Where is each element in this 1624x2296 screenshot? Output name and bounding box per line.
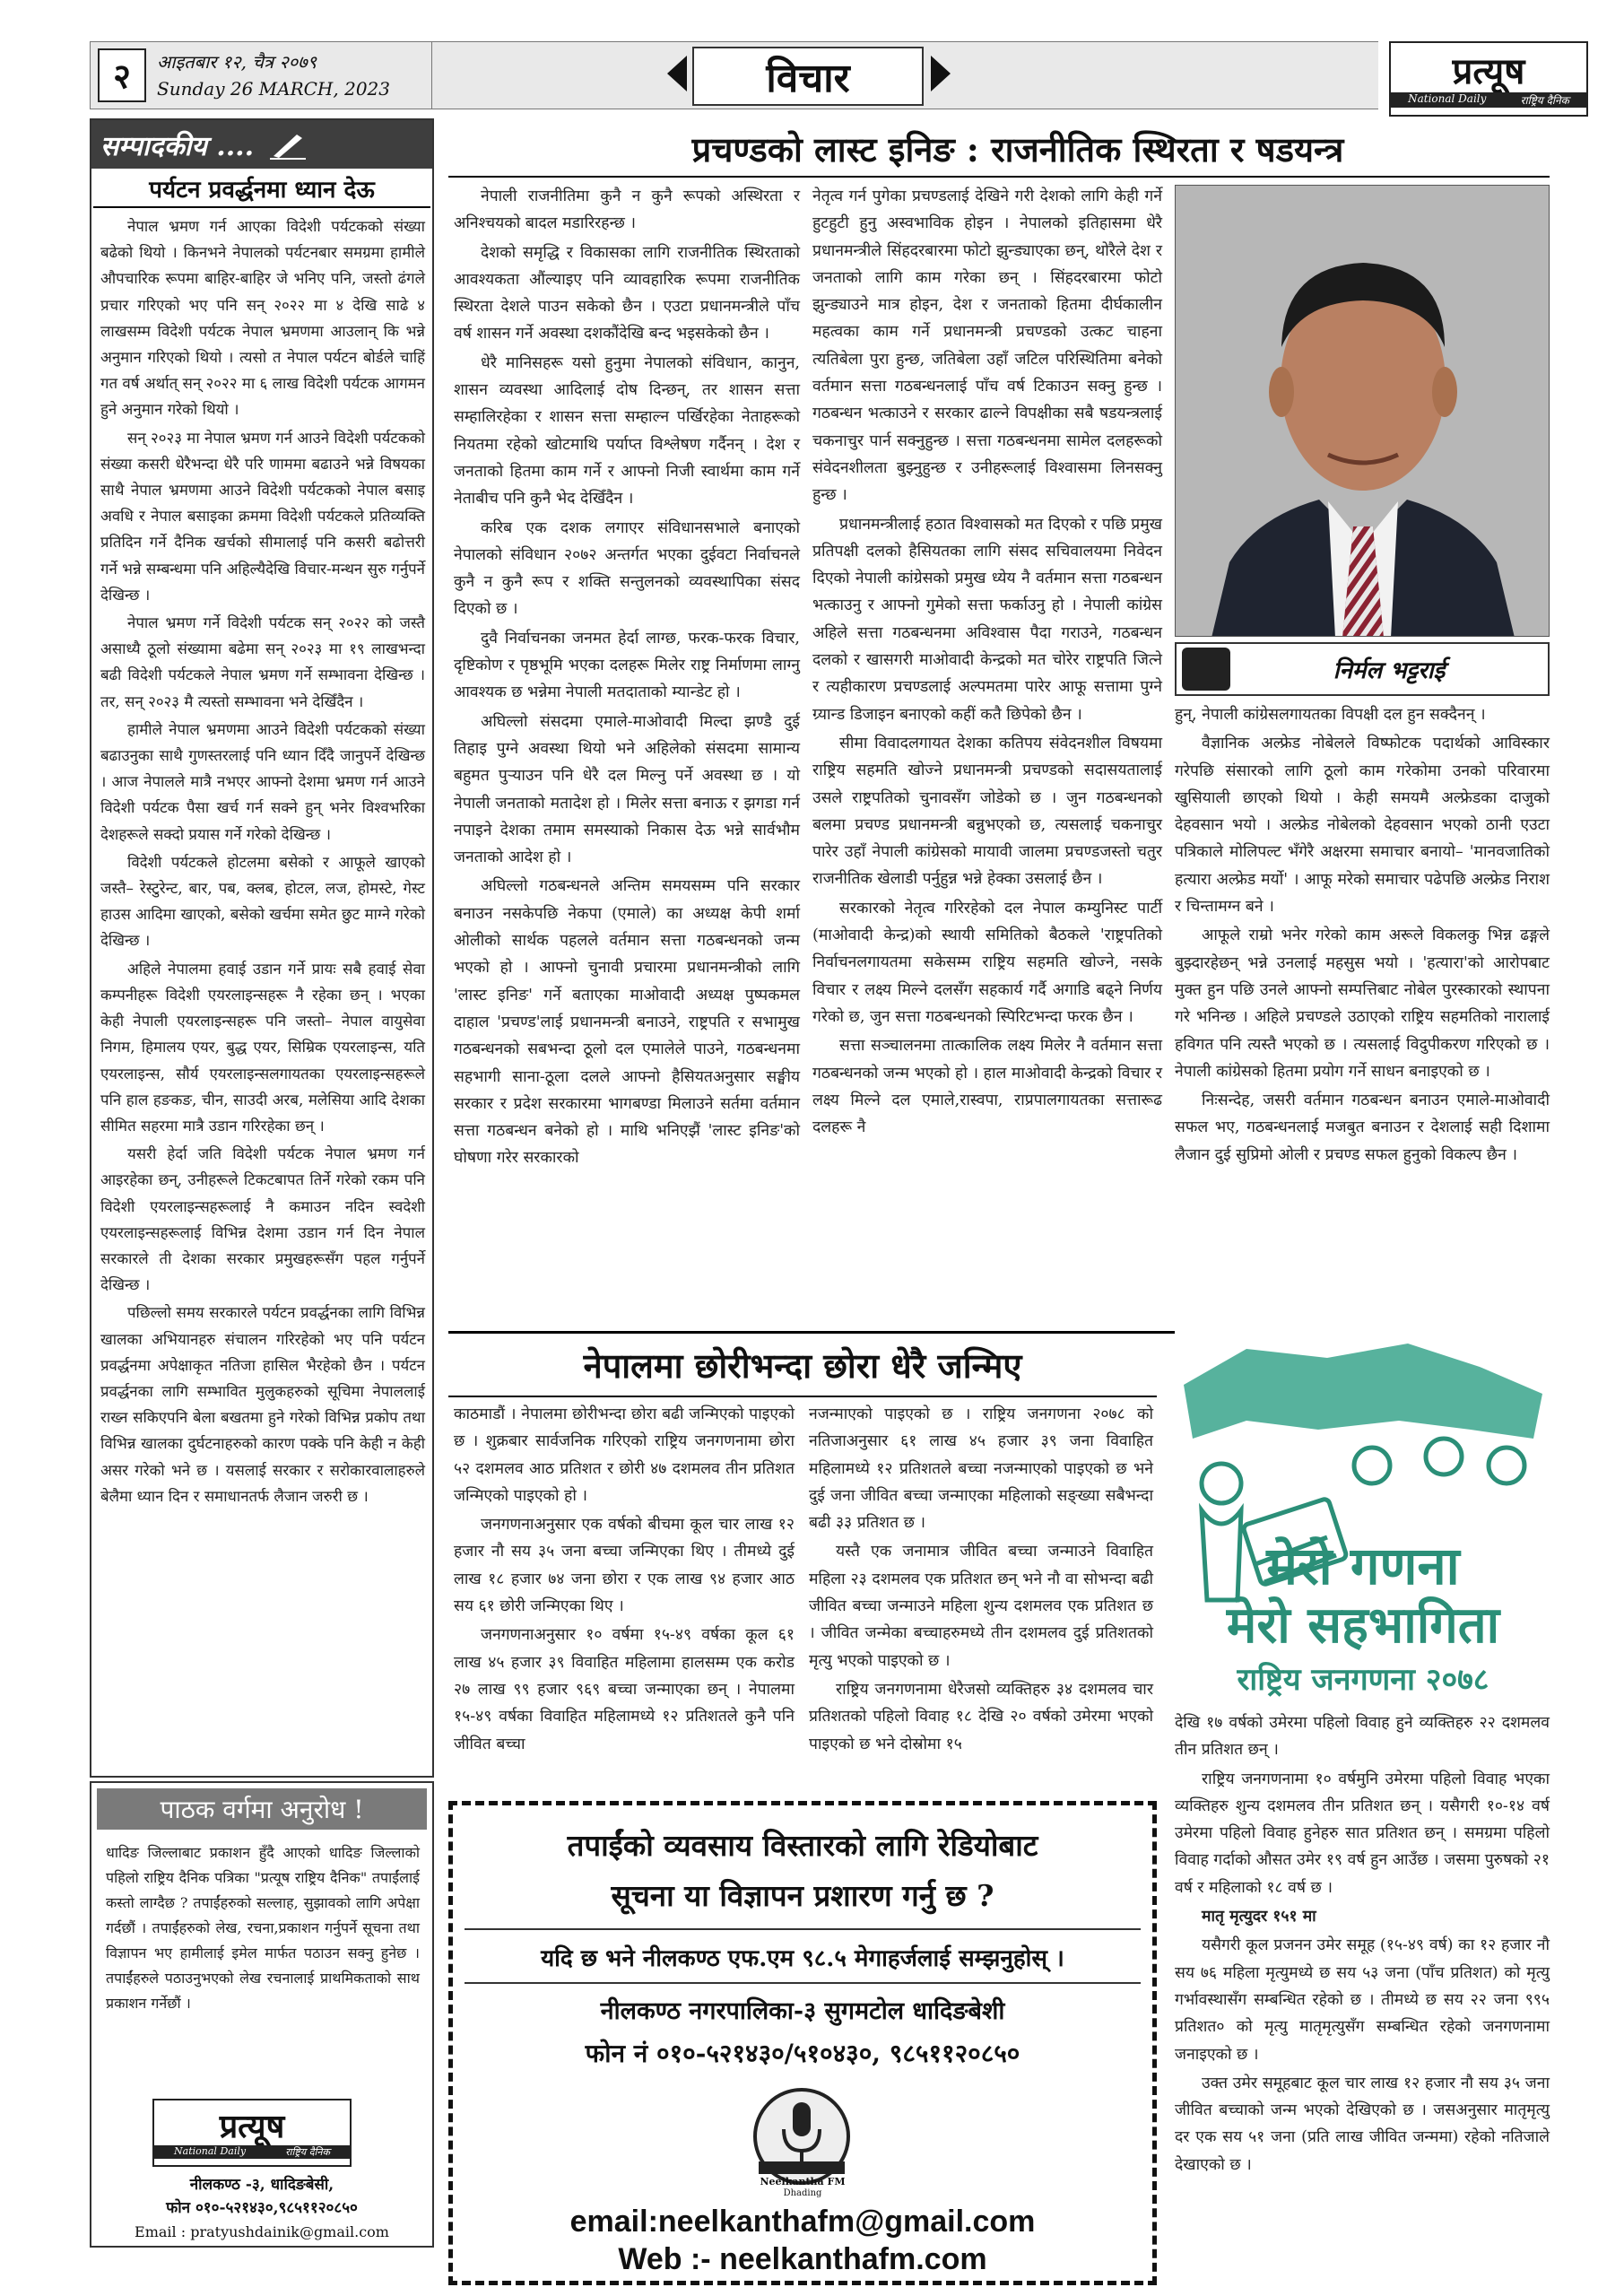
census-slogan-1: मेरो गणना: [1266, 1535, 1460, 1596]
article-paragraph: काठमाडौं । नेपालमा छोरीभन्दा छोरा बढी जन्मिएको पाइएको छ । शुक्रबार सार्वजनिक गरिएको राष्ट्रिय जनगणनामा छोरा ५२ दशमलव आठ प्रतिशत र छोरी ४७ दशमलव तीन प्रतिशत जन्मिएको पाइएको हो ।: [454, 1405, 795, 1505]
article-paragraph: नेतृत्व गर्न पुगेका प्रचण्डलाई देखिने गरी देशको लागि केही गर्ने हुटहुटी हुनु अस्वभाविक होइन । नेपालको इतिहासमा धेरै प्रधानमन्त्रीले सिंहदरबारमा फोटो झुन्ड्याएका छन्, थोरैले देश र जनताको लागि काम गरेका छन् । सिंहदरबारमा फोटो झुन्ड्याउने मात्र होइन, देश र जनताको हितमा दीर्घकालीन महत्वका काम गर्ने प्रधानमन्त्री प्रचण्डको उत्कट चाहना त्यतिबेला पुरा हुन्छ, जतिबेला उहाँ जटिल परिस्थितिमा बनेको वर्तमान सत्ता गठबन्धनलाई पाँच वर्ष टिकाउन सक्नु हुन्छ । गठबन्धन भत्काउने र सरकार ढाल्ने विपक्षीका सबै षडयन्त्रलाई चकनाचुर पार्न सक्नुहुन्छ । सत्ता गठबन्धनमा सामेल दलहरूको संवेदनशीलता बुझ्नुहुन्छ र उनीहरूलाई विश्वासमा लिनसक्नु हुन्छ ।: [812, 187, 1162, 505]
reader-email[interactable]: Email : pratyushdainik@gmail.com: [135, 2223, 389, 2240]
reader-address: नीलकण्ठ -३, धादिङबेसी,: [189, 2176, 334, 2194]
article-paragraph: अघिल्लो संसदमा एमाले-माओवादी मिल्दा झण्डै दुई तिहाइ पुग्ने अवस्था थियो भने अहिलेको संसदमा सामान्य बहुमत पुऱ्याउन पनि धेरै दल मिल्नु पर्ने अवस्था छ । यो नेपाली जनताको मतादेश हो । मिलेर सत्ता बनाऊ र झगडा गर्न नपाइने देशका तमाम समस्याको निकास देऊ भन्ने सार्वभौम जनताको आदेश हो ।: [454, 712, 800, 867]
fm-ad-line5: फोन नं ०१०-५२१४३०/५१०४३०, ९८५११२०८५०: [585, 2039, 1020, 2068]
section-title: विचार: [692, 47, 924, 106]
pen-icon: [270, 129, 306, 160]
editorial-paragraph: विदेशी पर्यटकले होटलमा बसेको र आफूले खाएको जस्तै– रेस्टुरेन्ट, बार, पब, क्लब, होटल, लज, होमस्टे, गेस्ट हाउस आदिमा खाएको, बसेको खर्चमा समेत छुट माग्ने गरेको देखिन्छ ।: [100, 852, 425, 950]
author-caption: [1175, 642, 1550, 696]
article-paragraph: सीमा विवादलगायत देशका कतिपय संवेदनशील विषयमा राष्ट्रिय सहमति खोज्ने प्रधानमन्त्री प्रचण्डको सदासयतालाई उसले राष्ट्रपतिको चुनावसँग जोडेको छ । जुन गठबन्धनको बलमा प्रचण्ड प्रधानमन्त्री बन्नुभएको छ, त्यसलाई चकनाचुर पारेर उहाँ नेपाली कांग्रेसको मायावी जालमा प्रचण्डजस्तो चतुर राजनीतिक खेलाडी पर्नुहुन्न भन्ने हेक्का उसलाई छैन ।: [812, 734, 1162, 889]
fm-logo-text: Neelkantha FM: [760, 2176, 846, 2187]
census-slogan-3: राष्ट्रिय जनगणना २०७८: [1237, 1662, 1489, 1698]
article-paragraph: करिब एक दशक लगाएर संविधानसभाले बनाएको नेपालको संविधान २०७२ अन्तर्गत भएका दुईवटा निर्वाचनले कुनै न कुनै रूप र शक्ति सन्तुलनको व्यवस्थापिका संसद दिएको छ ।: [454, 518, 800, 619]
editorial-paragraph: नेपाल भ्रमण गर्ने विदेशी पर्यटक सन् २०२२ को जस्तै असाध्यै ठूलो संख्यामा बढेमा सन् २०२३ मा १९ लाखभन्दा बढी विदेशी पर्यटकले नेपाल भ्रमण गर्ने सम्भावना देखिन्छ । तर, सन् २०२३ मै त्यस्तो सम्भावना भने देखिँदैन ।: [100, 613, 425, 710]
sub-article-col1: [454, 1401, 795, 1760]
date-nepali: आइतबार १२, चैत्र २०७९: [157, 51, 317, 73]
masthead-date-box: [90, 41, 432, 109]
logo-sub-np: राष्ट्रिय दैनिक: [1520, 93, 1569, 107]
reader-logo-text: प्रत्यूष: [219, 2107, 285, 2145]
fm-website[interactable]: Web :- neelkanthafm.com: [618, 2242, 987, 2276]
reader-logo-sub-np: राष्ट्रिय दैनिक: [285, 2145, 330, 2158]
fm-ad-line4: नीलकण्ठ नगरपालिका-३ सुगमटोल धादिङबेशी: [600, 1997, 1005, 2025]
reader-request-header: पाठक वर्गमा अनुरोध !: [97, 1788, 427, 1830]
editorial-paragraph: पछिल्लो समय सरकारले पर्यटन प्रवर्द्धनका लागि विभिन्न खालका अभियानहरु संचालन गरिरहेको भए पनि पर्यटन प्रवर्द्धनमा अपेक्षाकृत नतिजा हासिल भैरहेको छैन । पर्यटन प्रवर्द्धनका लागि सम्भावित मुलुकहरुको सूचिमा नेपाललाई राख्न सकिएपनि बेला बखतमा हुने गरेको विभिन्न प्रकोप तथा विभिन्न खालका दुर्घटनाहरुको कारण पक्के पनि केही न केही असर गरेको भने छ । यसलाई सरकार र सरोकारवालाहरुले बेलैमा ध्यान दिन र समाधानतर्फ लैजान जरुरी छ ।: [100, 1303, 425, 1505]
editorial-paragraph: हामीले नेपाल भ्रमणमा आउने विदेशी पर्यटकको संख्या बढाउनुका साथै गुणस्तरलाई पनि ध्यान दिँदै जानुपर्ने देखिन्छ । आज नेपालले मात्रै नभएर आफ्नो देशमा भ्रमण गर्न आउने विदेशी पर्यटक पैसा खर्च गर्न सक्ने हुन् भनेर विश्वभरिका देशहरूले सक्दो प्रयास गर्ने गरेको देखिन्छ ।: [100, 719, 425, 843]
microphone-icon: [751, 2086, 852, 2187]
author-thumb-icon: [1182, 648, 1230, 691]
article-paragraph: यस्तै एक जनामात्र जीवित बच्चा जन्माउने विवाहित महिला २३ दशमलव एक प्रतिशत छन् भने नौ वा सोभन्दा बढी जीवित बच्चा जन्माउने महिला शुन्य दशमलव एक प्रतिशत छ । जीवित जन्मेका बच्चाहरुमध्ये तीन दशमलव दुई प्रतिशतको मृत्यु भएको पाइएको छ ।: [809, 1543, 1153, 1670]
article-paragraph: देखि १७ वर्षको उमेरमा पहिलो विवाह हुने व्यक्तिहरु २२ दशमलव तीन प्रतिशत छन् ।: [1175, 1714, 1550, 1760]
article-paragraph: नजन्माएको पाइएको छ । राष्ट्रिय जनगणना २०७८ को नतिजाअनुसार ६१ लाख ४५ हजार ३९ जना विवाहित महिलामध्ये १२ प्रतिशतले बच्चा नजन्माएको पाइएको छ भने दुई जना जीवित बच्चा जन्माएका महिलाको सङ्ख्या सबैभन्दा बढी ३३ प्रतिशत छ ।: [809, 1405, 1153, 1533]
editorial-header-text: सम्पादकीय ....: [100, 130, 255, 162]
fm-email[interactable]: email:neelkanthafm@gmail.com: [569, 2205, 1036, 2239]
page-number: २: [98, 48, 146, 102]
author-photo: [1175, 185, 1550, 637]
article-paragraph: सरकारको नेतृत्व गरिरहेको दल नेपाल कम्युनिस्ट पार्टी (माओवादी केन्द्र)को स्थायी समितिको बैठकले 'राष्ट्रपतिको निर्वाचनलगायतमा सकेसम्म राष्ट्रिय सहमति खोज्ने, नसके विचार र लक्ष्य मिल्ने दलसँग सहकार्य गर्दै अगाडि बढ्ने निर्णय गरेको छ, जुन सत्ता गठबन्धनको स्पिरिटभन्दा फरक छैन ।: [812, 899, 1162, 1026]
article-paragraph: आफूले राम्रो भनेर गरेको काम अरूले विकलकु भिन्न ढङ्गले बुझ्दारहेछन् भन्ने उनलाई महसुस भयो । 'हत्यारा'को आरोपबाट मुक्त हुन पछि उनले आफ्नो सम्पत्तिबाट नोबेल पुरस्कारको स्थापना गरे भनिन्छ । अहिले प्रचण्डले उठाएको राष्ट्रिय सहमतिको नारालाई हविगत पनि त्यस्तै भएको छ । त्यसलाई विदुपीकरण गरिएको छ । नेपाली कांग्रेसको हितमा प्रयोग गर्ने साधन बनाइएको छ ।: [1175, 926, 1550, 1081]
reader-request-body: धादिङ जिल्लाबाट प्रकाशन हुँदै आएको धादिङ जिल्लाको पहिलो राष्ट्रिय दैनिक पत्रिका "प्रत्यूष राष्ट्रिय दैनिक" तपाईंलाई कस्तो लाग्दैछ ? तपाईंहरुको सल्लाह, सुझावको लागि अपेक्षा गर्दछौं । तपाईंहरुको लेख, रचना,प्रकाशन गर्नुपर्ने सूचना तथा विज्ञापन भए हामीलाई इमेल मार्फत पठाउन सक्नु हुनेछ । तपाईंहरुले पठाउनुभएको लेख रचनालाई प्राथमिकताको साथ प्रकाशन गर्नेछौं ।: [106, 1844, 420, 2012]
reader-logo-sub-en: National Daily: [174, 2144, 247, 2157]
article-paragraph: यसैगरी कूल प्रजनन उमेर समूह (१५-४९ वर्ष) का १२ हजार नौ सय ७६ महिला मृत्युमध्ये छ सय ५३ जना (पाँच प्रतिशत) को मृत्यु गर्भावस्थासँग सम्बन्धित रहेको छ । तीमध्ये छ सय २२ जना ९९५ प्रतिशत० को मृत्यु मातृमृत्युसँग सम्बन्धित रहेको जनगणनामा जनाइएको छ ।: [1175, 1936, 1550, 2064]
prev-section-icon[interactable]: [667, 56, 687, 91]
editorial-divider: [93, 206, 430, 208]
editorial-header: [91, 120, 432, 169]
article-paragraph: देशको समृद्धि र विकासका लागि राजनीतिक स्थिरताको आवश्यकता औंल्याइए पनि व्यावहारिक रूपमा राजनीतिक स्थिरता देशले पाउन सकेको छैन । एउटा प्रधानमन्त्रीले पाँच वर्ष शासन गर्ने अवस्था दशकौंदेखि बन्द भइसकेको छैन ।: [454, 243, 800, 344]
article-paragraph: दुवै निर्वाचनका जनमत हेर्दा लाग्छ, फरक-फरक विचार, दृष्टिकोण र पृष्ठभूमि भएका दलहरू मिलेर राष्ट्र निर्माणमा लाग्नु आवश्यक छ भन्नेमा नेपाली मतदाताको म्यान्डेट हो ।: [454, 629, 800, 702]
main-article-col2: [812, 183, 1162, 1143]
reader-phone: फोन ०१०-५२१४३०,९८५११२०८५०: [166, 2199, 358, 2217]
article-paragraph: उक्त उमेर समूहबाट कूल चार लाख १२ हजार नौ सय ३५ जना जीवित बच्चाको जन्म भएको देखिएको छ । जसअनुसार मातृमृत्यु दर एक सय ५१ जना (प्रति लाख जीवित जन्ममा) रहेको नतिजाले देखाएको छ ।: [1175, 2074, 1550, 2174]
article-paragraph: मातृ मृत्युदर १५१ मा: [1202, 1908, 1316, 1926]
date-english: Sunday 26 MARCH, 2023: [157, 78, 390, 100]
fm-ad-line1: तपाईंको व्यवसाय विस्तारको लागि रेडियोबाट: [567, 1828, 1038, 1863]
fm-ad-rule: [465, 1982, 1141, 1984]
sub-headline: नेपालमा छोरीभन्दा छोरा धेरै जन्मिए: [583, 1345, 1022, 1386]
editorial-paragraph: सन् २०२३ मा नेपाल भ्रमण गर्न आउने विदेशी पर्यटकको संख्या कसरी धेरैभन्दा धेरै परि णाममा बढाउने भन्ने विषयका साथै नेपाल भ्रमणमा आउने विदेशी पर्यटकको नेपाल बसाइ अवधि र नेपाल बसाइका क्रममा विदेशी पर्यटकले प्रतिव्यक्ति प्रतिदिन गर्ने दैनिक खर्चको सीमालाई पनि कसरी बढोत्तरी गर्ने भन्ने सम्बन्धमा पनि अहिल्यैदेखि विचार-मन्थन सुरु गर्नुपर्ने देखिन्छ ।: [100, 428, 425, 604]
fm-ad-line2: सूचना या विज्ञापन प्रशारण गर्नु छ ?: [611, 1878, 994, 1913]
editorial-paragraph: यसरी हेर्दा जति विदेशी पर्यटक नेपाल भ्रमण गर्न आइरहेका छन्, उनीहरूले टिकटबापत तिर्ने गरेको रकम पनि विदेशी एयरलाइन्सहरूलाई नै कमाउन नदिन स्वदेशी एयरलाइन्सहरूलाई विभिन्न देशमा उडान गर्न दिन नेपाल सरकारले ती देशका सरकार प्रमुखहरूसँग पहल गर्नुपर्ने देखिन्छ ।: [100, 1144, 425, 1294]
logo-text: प्रत्यूष: [1452, 49, 1525, 92]
fm-ad-line3: यदि छ भने नीलकण्ठ एफ.एम ९८.५ मेगाहर्जलाई सम्झनुहोस् ।: [541, 1945, 1064, 1972]
headline-rule: [448, 176, 1550, 178]
newspaper-logo: [1389, 41, 1588, 117]
author-portrait-icon: [1176, 186, 1550, 637]
sub-article-col2: [809, 1401, 1153, 1760]
article-paragraph: वैज्ञानिक अल्फ्रेड नोबेलले विष्फोटक पदार्थको आविस्कार गरेपछि संसारको लागि ठूलो काम गरेकोमा उनको परिवारमा खुसियाली छाएको थियो । केही समयमै अल्फ्रेडका दाजुको देहवसान भयो । अल्फ्रेड नोबेलको देहवसान भएको ठानी एउटा पत्रिकाले मोलिपल्ट भँगेरै अक्षरमा समाचार बनायो– 'मानवजातिको हत्यारा अल्फ्रेड मर्यो' । आफू मरेको समाचार पढेपछि अल्फ्रेड निराश र चिन्तामग्न बने ।: [1175, 735, 1550, 917]
next-section-icon[interactable]: [931, 56, 951, 91]
editorial-paragraph: नेपाल भ्रमण गर्न आएका विदेशी पर्यटकको संख्या बढेको थियो । किनभने नेपालको पर्यटनबार समग्रमा हामीले औपचारिक रूपमा बाहिर-बाहिर जे भनिए पनि, जस्तो ढंगले प्रचार गरिएको भए पनि सन् २०२२ मा ४ देखि साढे ४ लाखसम्म विदेशी पर्यटक नेपाल भ्रमणमा आउलान् कि भन्ने अनुमान गरिएको थियो । त्यसो त नेपाल पर्यटन बोर्डले चाहिं गत वर्ष अर्थात् सन् २०२२ मा ६ लाख विदेशी पर्यटक आगमन हुने अनुमान गरेको थियो ।: [100, 217, 425, 419]
article-paragraph: राष्ट्रिय जनगणनामा १० वर्षमुनि उमेरमा पहिलो विवाह भएका व्यक्तिहरु शुन्य दशमलव तीन प्रतिशत छन् । यसैगरी १०-१४ वर्ष उमेरमा पहिलो विवाह हुनेहरु सात प्रतिशत छन् । समग्रमा पहिलो विवाह गर्दाको औसत उमेर १९ वर्ष हुन आउँछ । जसमा पुरुषको २१ वर्ष र महिलाको १८ वर्ष छ ।: [1175, 1770, 1550, 1897]
editorial-title: पर्यटन प्रवर्द्धनमा ध्यान देऊ: [149, 177, 375, 204]
main-article-col1: [454, 183, 800, 1174]
article-paragraph: राष्ट्रिय जनगणनामा धेरैजसो व्यक्तिहरु ३४ दशमलव चार प्रतिशतको पहिलो विवाह १८ देखि २० वर्षको उमेरमा भएको पाइएको छ भने दोस्रोमा १५: [809, 1680, 1153, 1753]
article-paragraph: सत्ता सञ्चालनमा तात्कालिक लक्ष्य मिलेर नै वर्तमान सत्ता गठबन्धनको जन्म भएको हो । हाल माओवादी केन्द्रको विचार र लक्ष्य मिल्ने दल एमाले,रास्वपा, राप्रपालगायतका सत्तारूढ दलहरू नै: [812, 1037, 1162, 1137]
sub-headline-rule: [448, 1396, 1157, 1397]
article-paragraph: प्रधानमन्त्रीलाई हठात विश्वासको मत दिएको र पछि प्रमुख प्रतिपक्षी दलको हैसियतका लागि संसद सचिवालयमा निवेदन दिएको नेपाली कांग्रेसको प्रमुख ध्येय नै वर्तमान सत्ता गठबन्धन भत्काउनु र आफ्नो गुमेको सत्ता फर्काउनु हो । नेपाली कांग्रेस अहिले सत्ता गठबन्धनमा अविश्वास पैदा गराउने, गठबन्धन दलको र खासगरी माओवादी केन्द्रको मत चोरेर राष्ट्रपति जित्ने र त्यहीकारण प्रचण्डलाई अल्पमतमा पारेर आफू सत्तामा पुग्ने ग्र्यान्ड डिजाइन बनाएको कहीं कतै छिपेको छैन ।: [812, 515, 1162, 724]
census-ad: [1175, 1331, 1550, 1708]
census-slogan-2: मेरो सहभागिता: [1226, 1596, 1500, 1655]
fm-ad-rule: [465, 1928, 1141, 1930]
editorial-paragraph: अहिले नेपालमा हवाई उडान गर्ने प्रायः सबै हवाई सेवा कम्पनीहरू विदेशी एयरलाइन्सहरू नै रहेका छन् । भएका केही नेपाली एयरलाइन्सहरू पनि जस्तो– नेपाल वायुसेवा निगम, हिमालय एयर, बुद्ध एयर, सिम्रिक एयरलाइन्स, यति एयरलाइन्स, सौर्य एयरलाइन्सलगायतका एयरलाइन्सहरूले पनि हाल हङकङ, चीन, साउदी अरब, मलेसिया आदि देशका सीमित सहरमा मात्रै उडान गरिरहेका छन् ।: [100, 959, 425, 1135]
editorial-body: [100, 213, 425, 1511]
main-headline: प्रचण्डको लास्ट इनिङ : राजनीतिक स्थिरता र षडयन्त्र: [691, 129, 1344, 170]
main-article-col3: [1175, 701, 1550, 1170]
article-paragraph: नेपाली राजनीतिमा कुनै न कुनै रूपको अस्थिरता र अनिश्चयको बादल मडारिरहन्छ ।: [454, 187, 800, 233]
article-paragraph: हुन्, नेपाली कांग्रेसलगायतका विपक्षी दल हुन सक्दैनन् ।: [1175, 706, 1486, 724]
fm-logo-sub: Dhading: [783, 2188, 822, 2198]
article-paragraph: अघिल्लो गठबन्धनले अन्तिम समयसम्म पनि सरकार बनाउन नसकेपछि नेकपा (एमाले) का अध्यक्ष केपी शर्मा ओलीको सार्थक पहलले वर्तमान सत्ता गठबन्धनको जन्म भएको हो । आफ्नो चुनावी प्रचारमा प्रधानमन्त्रीको लागि 'लास्ट इनिङ' गर्ने बताएका माओवादी अध्यक्ष पुष्पकमल दाहाल 'प्रचण्ड'लाई प्रधानमन्त्री बनाउने, राष्ट्रपति र सभामुख गठबन्धनको सबभन्दा ठूलो दल एमालेले पाउने, गठबन्धनमा सहभागी साना-ठूला दलले आफ्नो हैसियतअनुसार सङ्घीय सरकार र प्रदेश सरकारमा भागबण्डा मिलाउने सर्तमा वर्तमान सत्ता गठबन्धन बनेको हो । माथि भनिएझैं 'लास्ट इनिङ'को घोषणा गरेर सरकारको: [454, 877, 800, 1168]
logo-sub-en: National Daily: [1408, 91, 1487, 105]
reader-box-logo: [152, 2099, 352, 2167]
article-paragraph: जनगणनाअनुसार एक वर्षको बीचमा कूल चार लाख १२ हजार नौ सय ३५ जना बच्चा जन्मिएका थिए । तीमध्ये दुई लाख १८ हजार ७४ जना छोरा र एक लाख ९४ हजार आठ सय ६१ छोरी जन्मिएका थिए ।: [454, 1516, 795, 1616]
author-name: निर्मल भट्टराई: [1333, 657, 1446, 684]
article-paragraph: निःसन्देह, जसरी वर्तमान गठबन्धन बनाउन एमाले-माओवादी सफल भए, गठबन्धनलाई मजबुत बनाउन र देशलाई सही दिशामा लैजान दुई सुप्रिमो ओली र प्रचण्ड सफल हुनुको विकल्प छैन ।: [1175, 1091, 1550, 1164]
article-paragraph: जनगणनाअनुसार १० वर्षमा १५-४९ वर्षका कूल ६१ लाख ४५ हजार ३९ विवाहित महिलामा हालसम्म एक करोड २७ लाख ९९ हजार ९६९ बच्चा जन्माएका छन् । नेपालमा १५-४९ वर्षका विवाहित महिलामध्ये १२ प्रतिशतले कुनै पनि जीवित बच्चा: [454, 1626, 795, 1753]
article-paragraph: धेरै मानिसहरू यसो हुनुमा नेपालको संविधान, कानुन, शासन व्यवस्था आदिलाई दोष दिन्छन्, तर शासन सत्ता सम्हालिरहेका र शासन सत्ता सम्हाल्न पर्खिरहेका नेताहरूको नियतमा रहेको खोटमाथि पर्याप्त विश्लेषण गर्दैनन् । देश र जनताको हितमा काम गर्ने र आफ्नो निजी स्वार्थमा काम गर्ने नेताबीच पनि कुनै भेद देखिँदैन ।: [454, 353, 800, 509]
fm-logo: [751, 2086, 852, 2187]
sub-article-col3: [1175, 1709, 1550, 2180]
